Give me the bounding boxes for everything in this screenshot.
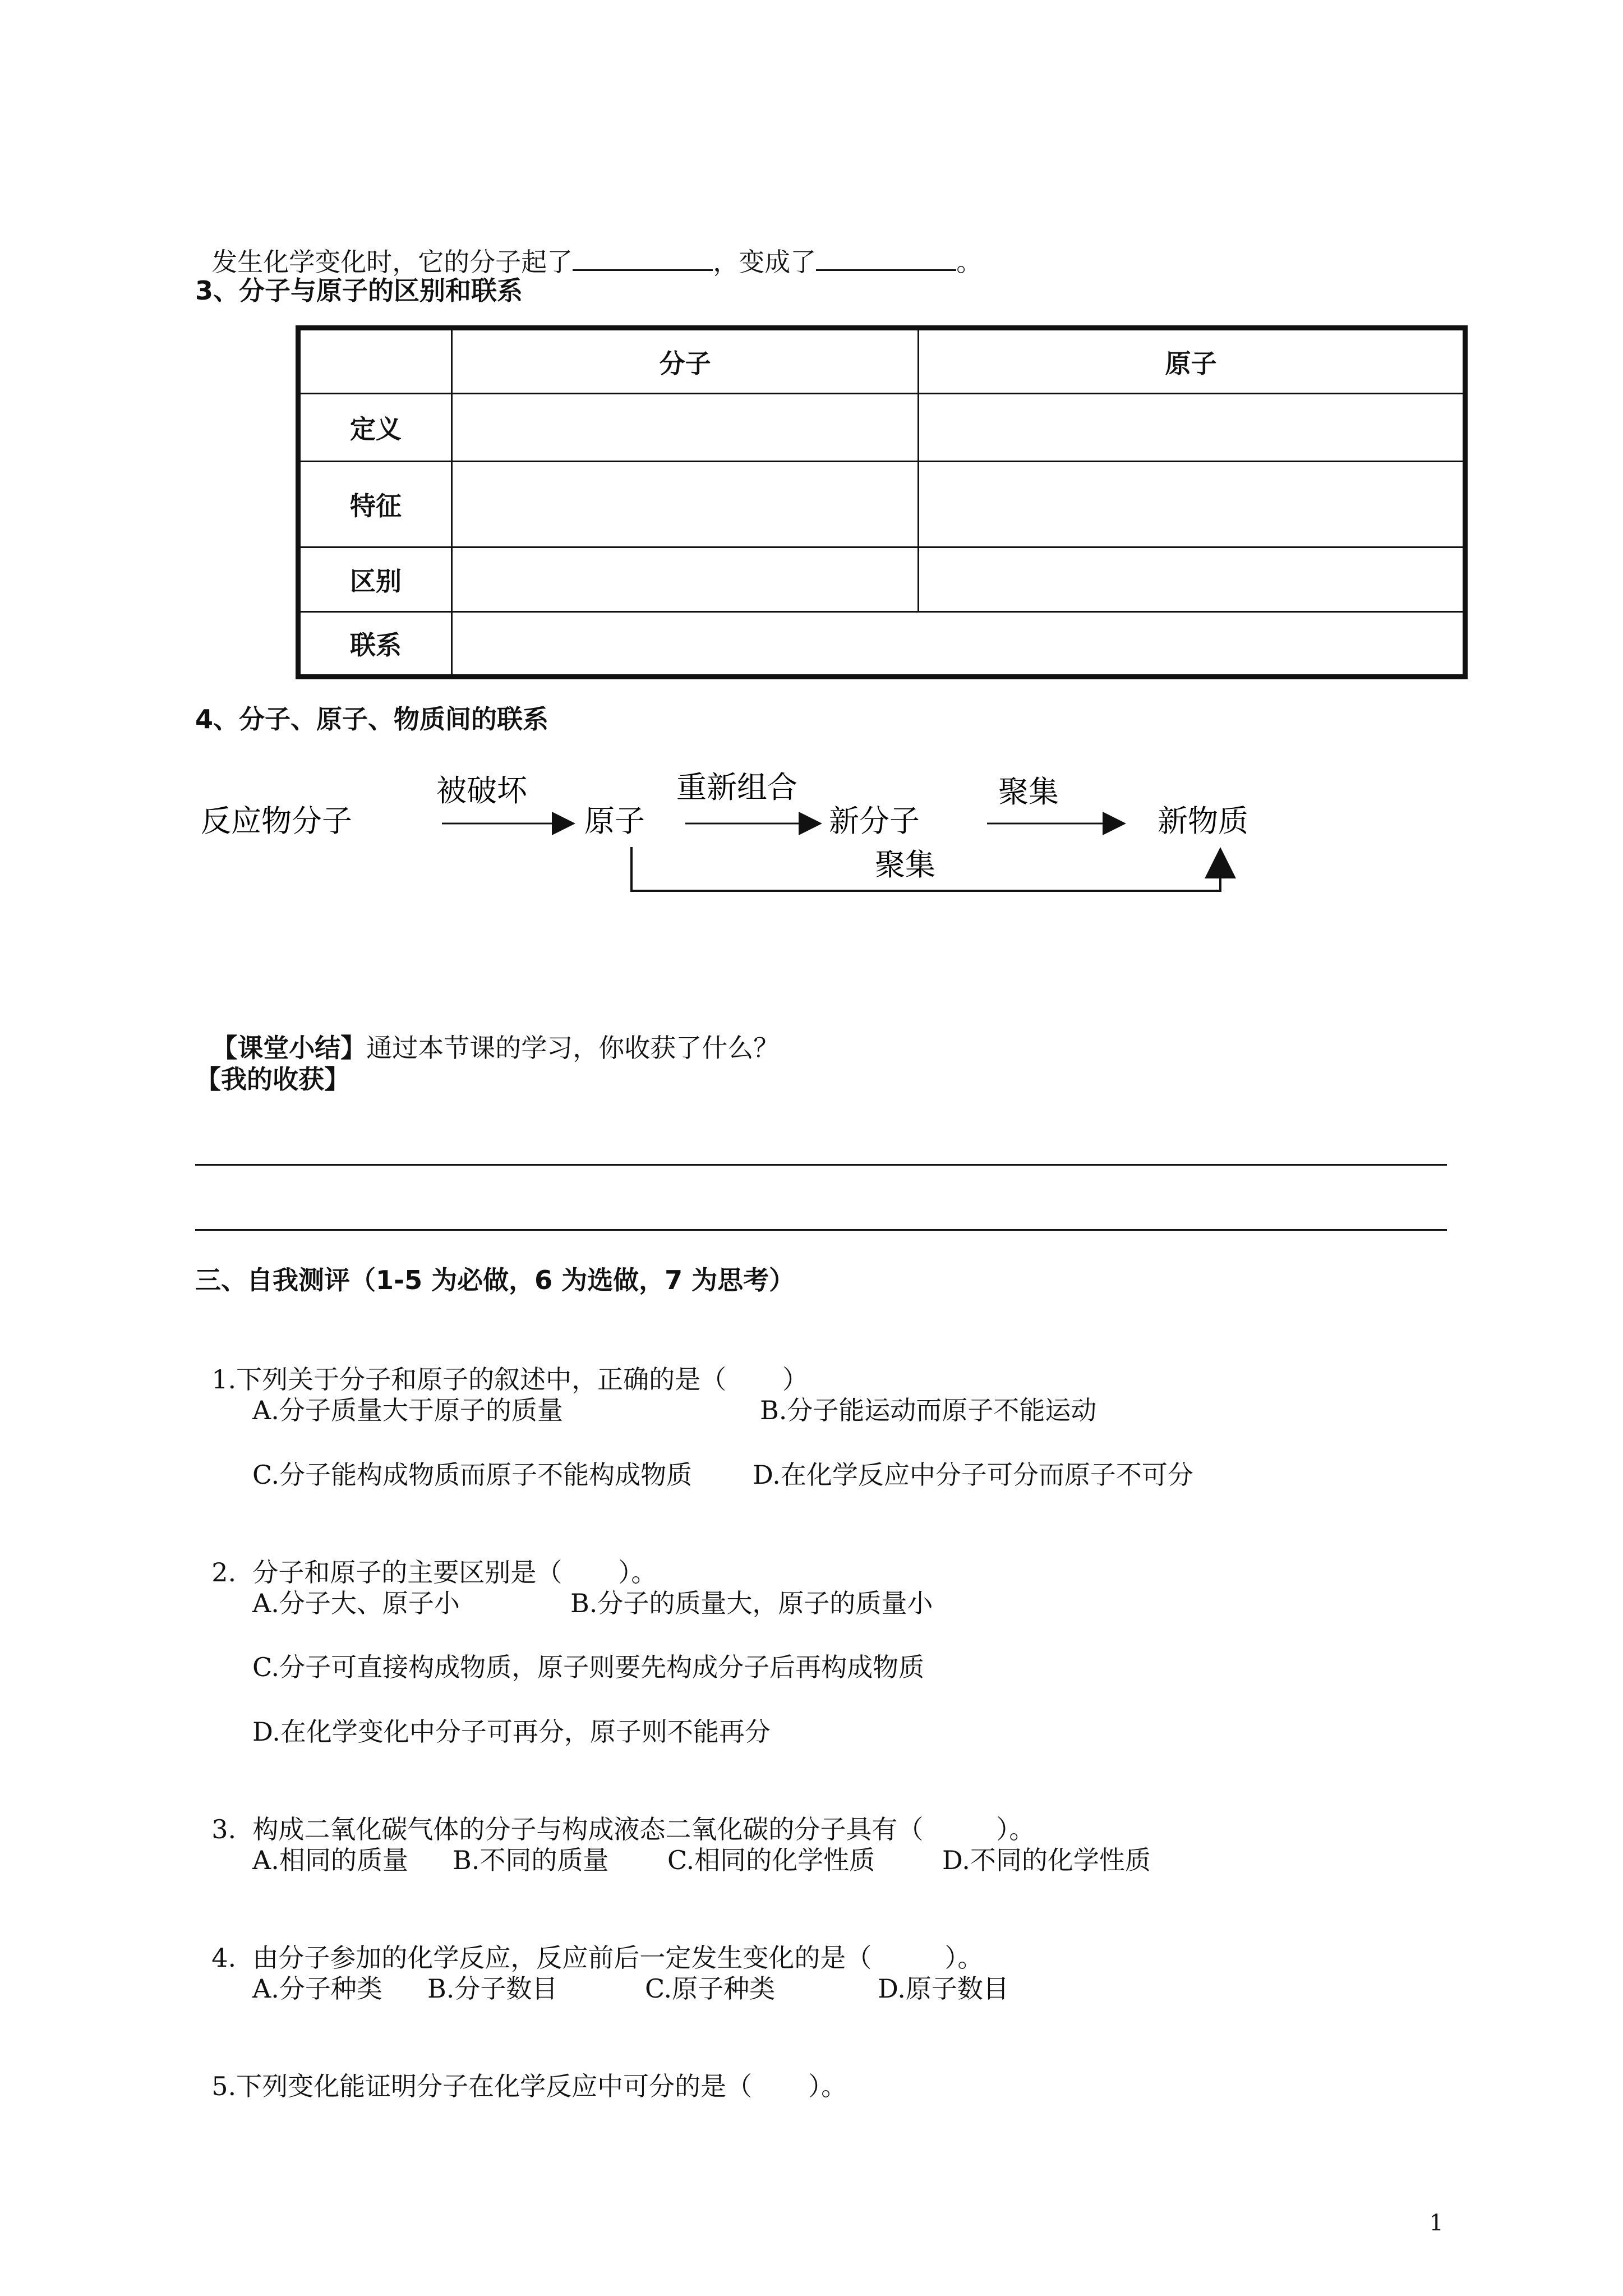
- node-new-substance: 新物质: [1158, 803, 1248, 839]
- question-stem-close: ）: [782, 1364, 809, 1395]
- question-5-stem: [195, 2036, 847, 2103]
- question-stem-close: ）。: [618, 1557, 657, 1588]
- question-2-option-b[interactable]: B.分子的质量大，原子的质量小: [570, 1588, 933, 1618]
- question-3-option-c[interactable]: C.相同的化学性质: [667, 1845, 875, 1875]
- question-3-option-d[interactable]: D.不同的化学性质: [942, 1845, 1151, 1875]
- table-cell-input[interactable]: [451, 462, 918, 547]
- question-stem-close: ）。: [996, 1814, 1035, 1844]
- sentence-part-2: ，变成了: [713, 247, 817, 277]
- question-2-option-d[interactable]: D.在化学变化中分子可再分，原子则不能再分: [252, 1717, 771, 1747]
- label-gather-top: 聚集: [998, 774, 1059, 809]
- table-row-label: 区别: [298, 547, 452, 612]
- question-3-option-a[interactable]: A.相同的质量: [252, 1845, 408, 1875]
- harvest-label: 【我的收获】: [195, 1064, 350, 1094]
- question-2-stem: [195, 1522, 657, 1589]
- table-row-label: 特征: [298, 462, 452, 547]
- table-cell-input[interactable]: [451, 612, 1465, 677]
- question-stem-text: 1.下列关于分子和原子的叙述中，正确的是（: [211, 1364, 727, 1395]
- table-cell-input[interactable]: [919, 547, 1465, 612]
- label-destroyed: 被破坏: [436, 773, 527, 808]
- relation-diagram: [191, 763, 1312, 909]
- question-1-option-b[interactable]: B.分子能运动而原子不能运动: [760, 1395, 1097, 1425]
- question-stem-text: 5.下列变化能证明分子在化学反应中可分的是（: [211, 2071, 753, 2101]
- question-stem-close: ）。: [808, 2071, 847, 2101]
- summary-question: 通过本节课的学习，你收获了什么？: [366, 1033, 780, 1063]
- question-stem-text: 2. 分子和原子的主要区别是（: [211, 1557, 562, 1588]
- label-gather-bottom: 聚集: [875, 847, 935, 882]
- question-stem-text: 4. 由分子参加的化学反应，反应前后一定发生变化的是（: [211, 1943, 872, 1973]
- table-cell-input[interactable]: [919, 462, 1465, 547]
- question-1-option-c[interactable]: C.分子能构成物质而原子不能构成物质: [252, 1460, 693, 1490]
- question-1-option-d[interactable]: D.在化学反应中分子可分而原子不可分: [753, 1460, 1193, 1490]
- node-atom: 原子: [584, 803, 645, 839]
- fill-in-sentence: [195, 209, 982, 279]
- table-row-label: 联系: [298, 612, 452, 677]
- blank-answer-2[interactable]: [816, 242, 956, 271]
- question-1-option-a[interactable]: A.分子质量大于原子的质量: [252, 1395, 563, 1425]
- class-summary: [195, 997, 779, 1065]
- table-corner-cell: [298, 328, 452, 394]
- question-1-stem: [195, 1329, 808, 1396]
- question-stem-text: 3. 构成二氧化碳气体的分子与构成液态二氧化碳的分子具有（: [211, 1814, 924, 1844]
- page-number: 1: [1429, 2210, 1444, 2236]
- table-header-molecule: 分子: [451, 328, 918, 394]
- section-4-title: 4、分子、原子、物质间的联系: [195, 704, 549, 734]
- blank-answer-1[interactable]: [573, 242, 713, 271]
- question-4-option-a[interactable]: A.分子种类: [252, 1973, 382, 2004]
- table-row-label: 定义: [298, 394, 452, 462]
- question-3-option-b[interactable]: B.不同的质量: [453, 1845, 609, 1875]
- summary-label: 【课堂小结】: [211, 1033, 367, 1063]
- table-cell-input[interactable]: [451, 547, 918, 612]
- question-3-stem: [195, 1779, 1035, 1846]
- self-test-title: 三、自我测评（1-5 为必做，6 为选做，7 为思考）: [195, 1265, 795, 1295]
- node-new-molecule: 新分子: [829, 803, 920, 839]
- question-4-option-b[interactable]: B.分子数目: [427, 1973, 558, 2004]
- question-4-option-c[interactable]: C.原子种类: [645, 1973, 776, 2004]
- sentence-part-1: 发生化学变化时，它的分子起了: [211, 247, 573, 277]
- table-header-atom: 原子: [919, 328, 1465, 394]
- answer-line-2[interactable]: [195, 1229, 1447, 1231]
- comparison-table: [296, 325, 1468, 679]
- label-recombine: 重新组合: [676, 770, 797, 805]
- table-cell-input[interactable]: [919, 394, 1465, 462]
- answer-line-1[interactable]: [195, 1164, 1447, 1166]
- table-cell-input[interactable]: [451, 394, 918, 462]
- question-2-option-c[interactable]: C.分子可直接构成物质，原子则要先构成分子后再构成物质: [252, 1652, 925, 1682]
- question-4-stem: [195, 1907, 983, 1975]
- question-2-option-a[interactable]: A.分子大、原子小: [252, 1588, 460, 1618]
- question-4-option-d[interactable]: D.原子数目: [878, 1973, 1009, 2004]
- section-3-title: 3、分子与原子的区别和联系: [195, 275, 523, 306]
- sentence-part-3: 。: [956, 247, 983, 277]
- node-reactant-molecule: 反应物分子: [201, 803, 352, 839]
- question-stem-close: ）。: [944, 1943, 984, 1973]
